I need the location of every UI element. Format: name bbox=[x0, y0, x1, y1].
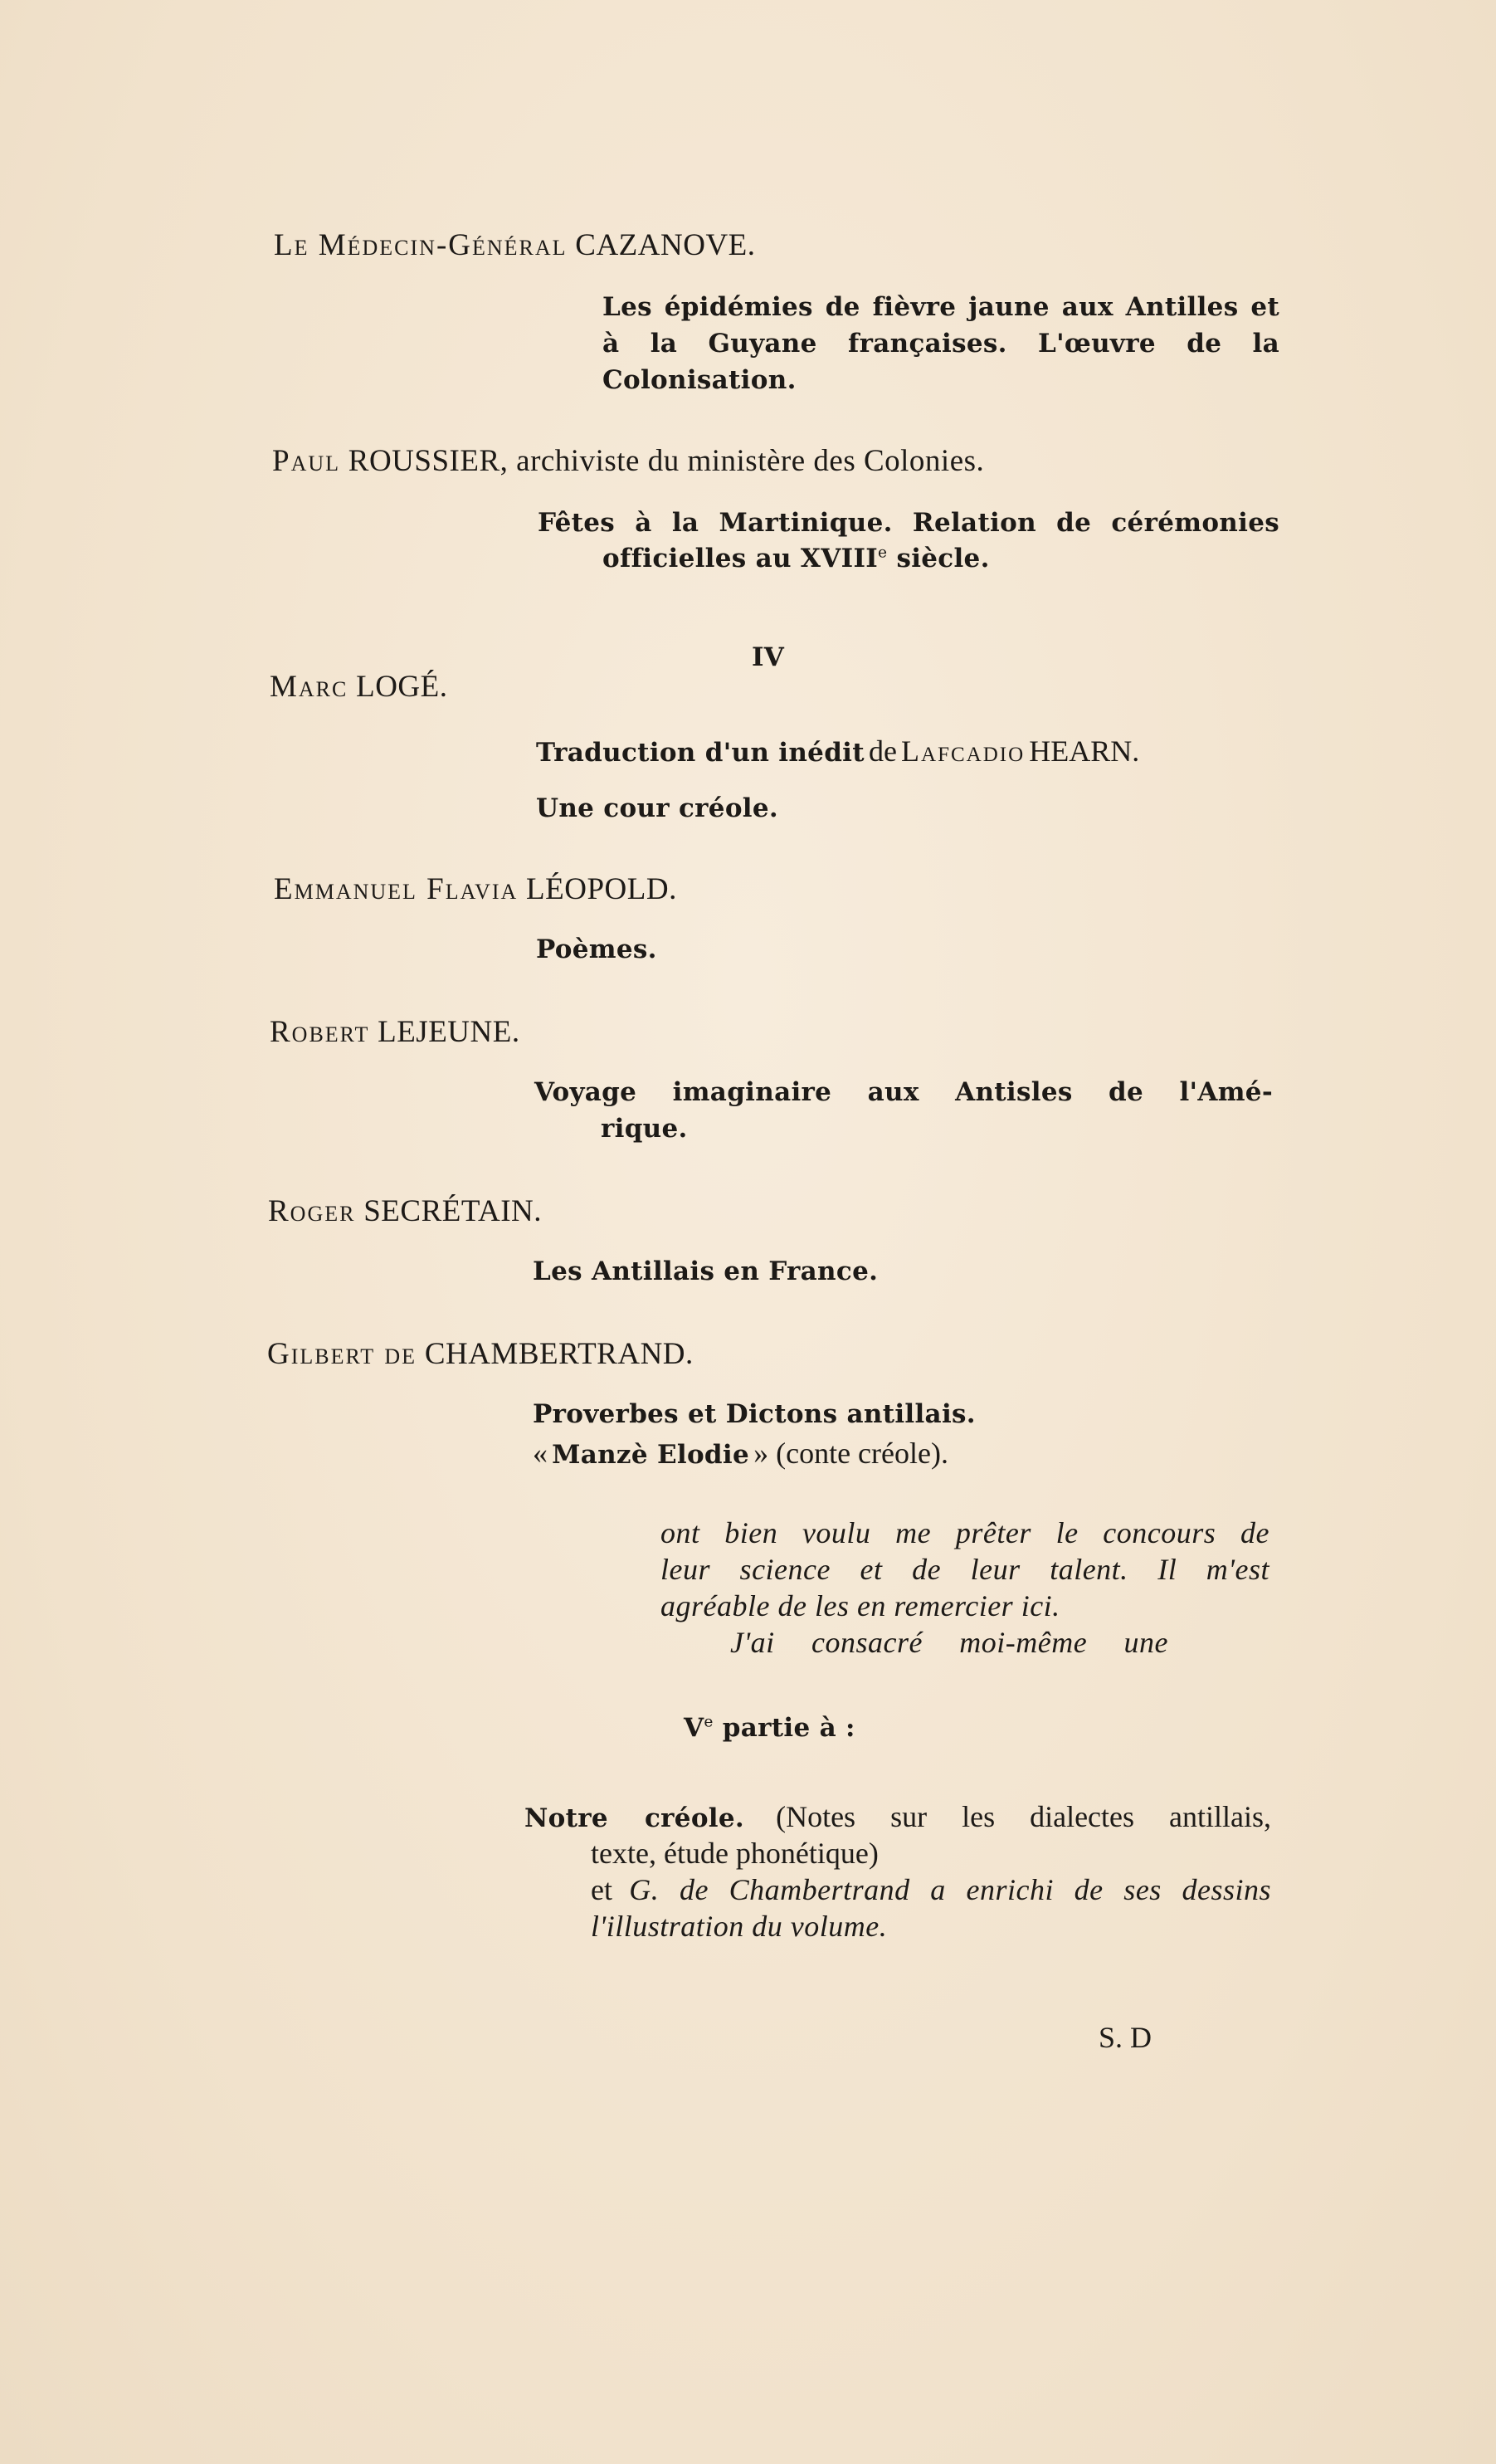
closing-italic-line3: agréable de les en remercier ici. bbox=[660, 1589, 1060, 1622]
closing-italic-line2: leur science et de leur talent. Il m'est bbox=[660, 1553, 1269, 1586]
author-secretain: Roger SECRÉTAIN. bbox=[268, 1194, 543, 1228]
work-chambertrand-line1: Proverbes et Dictons antillais. bbox=[533, 1399, 976, 1429]
author-roussier: Paul ROUSSIER, archiviste du ministère des Colonies. bbox=[272, 444, 985, 478]
work-cazanove-line2: à la Guyane françaises. L'œuvre de la bbox=[602, 329, 1279, 359]
author-chambertrand: Gilbert de CHAMBERTRAND. bbox=[267, 1337, 694, 1371]
work-secretain: Les Antillais en France. bbox=[533, 1256, 879, 1286]
signature: S. D bbox=[1099, 2021, 1152, 2054]
work-loge-line2: Une cour créole. bbox=[536, 793, 779, 823]
work-roussier-line2: officielles au XVIIIe siècle. bbox=[602, 544, 990, 573]
work-leopold: Poèmes. bbox=[536, 934, 657, 964]
work-chambertrand-line2: « Manzè Elodie » (conte créole). bbox=[533, 1437, 948, 1470]
work-roussier-line1: Fêtes à la Martinique. Relation de cérémonies bbox=[538, 508, 1279, 538]
closing-italic-line1: ont bien voulu me prêter le concours de bbox=[660, 1516, 1269, 1549]
part-heading: Ve partie à : bbox=[684, 1713, 855, 1743]
work-lejeune-line2: rique. bbox=[601, 1114, 688, 1144]
notre-creole-line2: texte, étude phonétique) bbox=[591, 1837, 879, 1870]
work-lejeune-line1: Voyage imaginaire aux Antisles de l'Amé- bbox=[534, 1077, 1273, 1107]
author-loge: Marc LOGÉ. bbox=[270, 670, 448, 704]
author-cazanove: Le Médecin-Général CAZANOVE. bbox=[274, 228, 756, 262]
work-cazanove-line1: Les épidémies de fièvre jaune aux Antilles et bbox=[602, 292, 1279, 322]
illustration-line2: l'illustration du volume. bbox=[591, 1910, 888, 1943]
section-heading-iv: IV bbox=[752, 642, 785, 672]
notre-creole-line1: Notre créole. (Notes sur les dialectes antillais, bbox=[524, 1800, 1271, 1833]
author-leopold: Emmanuel Flavia LÉOPOLD. bbox=[274, 872, 677, 906]
work-cazanove-line3: Colonisation. bbox=[602, 365, 797, 395]
illustration-line1: et G. de Chambertrand a enrichi de ses dessins bbox=[591, 1873, 1271, 1906]
closing-italic-line4: J'ai consacré moi-même une bbox=[730, 1626, 1168, 1659]
work-loge-line1: Traduction d'un inédit de Lafcadio HEARN. bbox=[536, 734, 1140, 768]
author-lejeune: Robert LEJEUNE. bbox=[270, 1015, 520, 1049]
